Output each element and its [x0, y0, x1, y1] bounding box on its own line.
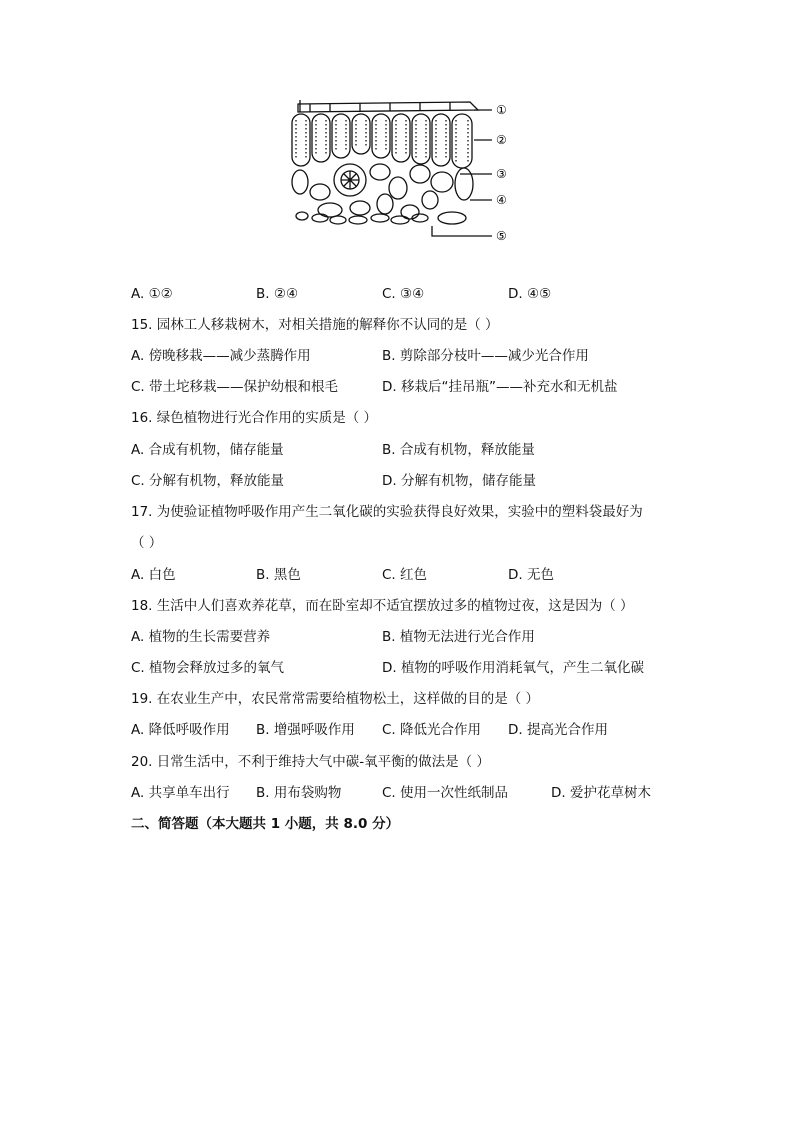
q16-option-c[interactable]: C. 分解有机物，释放能量	[131, 473, 285, 489]
q15-option-c[interactable]: C. 带土坨移栽——保护幼根和根毛	[131, 379, 339, 395]
q19-option-b[interactable]: B. 增强呼吸作用	[256, 722, 355, 738]
q15-option-b[interactable]: B. 剪除部分枝叶——减少光合作用	[382, 348, 589, 364]
leaf-diagram	[270, 92, 530, 252]
label-4: ④	[496, 193, 507, 207]
q14-option-d[interactable]: D. ④⑤	[508, 286, 552, 302]
q19-stem: 19. 在农业生产中，农民常常需要给植物松土，这样做的目的是（ ）	[131, 691, 540, 707]
q19-option-c[interactable]: C. 降低光合作用	[382, 722, 482, 738]
q17-option-a[interactable]: A. 白色	[131, 567, 176, 583]
q17-option-b[interactable]: B. 黑色	[256, 567, 301, 583]
q16-option-d[interactable]: D. 分解有机物，储存能量	[382, 473, 536, 489]
q14-option-b[interactable]: B. ②④	[256, 286, 299, 302]
q15-stem: 15. 园林工人移栽树木，对相关措施的解释你不认同的是（ ）	[131, 317, 499, 333]
q20-option-c[interactable]: C. 使用一次性纸制品	[382, 785, 509, 801]
q17-stem: 17. 为使验证植物呼吸作用产生二氧化碳的实验获得良好效果，实验中的塑料袋最好为	[131, 504, 643, 520]
q19-option-a[interactable]: A. 降低呼吸作用	[131, 722, 230, 738]
q15-option-a[interactable]: A. 傍晚移栽——减少蒸腾作用	[131, 348, 311, 364]
q16-option-a[interactable]: A. 合成有机物，储存能量	[131, 442, 284, 458]
q18-option-d[interactable]: D. 植物的呼吸作用消耗氧气，产生二氧化碳	[382, 660, 644, 676]
label-1: ①	[496, 103, 507, 117]
q18-stem: 18. 生活中人们喜欢养花草，而在卧室却不适宜摆放过多的植物过夜，这是因为（ ）	[131, 598, 634, 614]
q20-option-b[interactable]: B. 用布袋购物	[256, 785, 342, 801]
section-2-title: 二、简答题（本大题共 1 小题，共 8.0 分）	[131, 816, 400, 832]
q19-option-d[interactable]: D. 提高光合作用	[508, 722, 608, 738]
q16-option-b[interactable]: B. 合成有机物，释放能量	[382, 442, 535, 458]
q15-option-d[interactable]: D. 移栽后“挂吊瓶”——补充水和无机盐	[382, 379, 618, 395]
label-5: ⑤	[496, 229, 507, 243]
q17-option-c[interactable]: C. 红色	[382, 567, 428, 583]
q17-stem-bracket: （ ）	[131, 535, 163, 551]
q16-stem: 16. 绿色植物进行光合作用的实质是（ ）	[131, 410, 378, 426]
q20-option-d[interactable]: D. 爱护花草树木	[551, 785, 651, 801]
q14-option-c[interactable]: C. ③④	[382, 286, 425, 302]
upper-epidermis	[298, 102, 478, 112]
leaf-cross-section-figure	[270, 92, 530, 252]
q20-option-a[interactable]: A. 共享单车出行	[131, 785, 230, 801]
q17-option-d[interactable]: D. 无色	[508, 567, 554, 583]
label-2: ②	[496, 133, 507, 147]
label-3: ③	[496, 167, 507, 181]
q18-option-a[interactable]: A. 植物的生长需要营养	[131, 629, 271, 645]
q18-option-b[interactable]: B. 植物无法进行光合作用	[382, 629, 535, 645]
q18-option-c[interactable]: C. 植物会释放过多的氧气	[131, 660, 285, 676]
q14-option-a[interactable]: A. ①②	[131, 286, 173, 302]
q20-stem: 20. 日常生活中，不利于维持大气中碳-氧平衡的做法是（ ）	[131, 754, 490, 770]
